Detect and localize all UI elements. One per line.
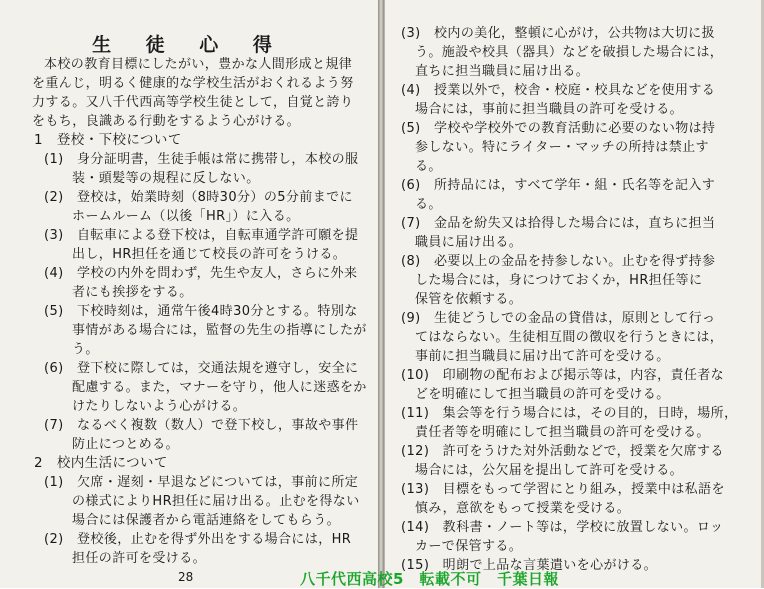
page-title: 生 徒 心 得: [92, 34, 286, 56]
rule-line: 慎み，意欲をもって授業を受ける。: [415, 501, 631, 516]
rule-line: (2) 登校は，始業時刻（8時30分）の5分前までに: [44, 190, 353, 205]
rule-line: 事情がある場合には，監督の先生の指導にしたが: [72, 323, 367, 338]
rule-line: 担任の許可を受ける。: [72, 551, 207, 566]
rule-line: 事前に担当職員に届け出て許可を受ける。: [415, 349, 670, 364]
rule-line: う。: [72, 342, 99, 357]
rule-line: (15) 明朗で上品な言葉遣いを心がける。: [401, 558, 658, 573]
section-heading: 2 校内生活について: [34, 455, 168, 471]
rule-line: (1) 身分証明書，生徒手帳は常に携帯し，本校の服: [44, 152, 359, 167]
rule-line: ホームルーム（以後「HR」）に入る。: [72, 209, 300, 224]
watermark-text: 八千代西高校5 転載不可 千葉日報: [300, 570, 559, 588]
rule-line: 配慮する。また，マナーを守り，他人に迷惑をか: [72, 380, 367, 395]
intro-line: 力する。又八千代西高等学校生徒として，自覚と誇り: [32, 95, 354, 110]
page-number: 28: [178, 570, 194, 584]
rule-line: てはならない。生徒相互間の徴収を行うときには，: [415, 330, 724, 345]
rule-line: (1) 欠席・遅刻・早退などについては，事前に所定: [44, 475, 359, 490]
rule-line: けたりしないよう心がける。: [72, 399, 247, 414]
rule-line: 場合には，事前に担当職員の許可を受ける。: [415, 102, 684, 117]
rule-line: (3) 校内の美化，整頓に心がけ，公共物は大切に扱: [401, 26, 715, 41]
rule-line: 出し，HR担任を通じて校長の許可をうける。: [72, 247, 347, 262]
rule-line: した場合には，身につけておくか，HR担任等に: [415, 273, 703, 288]
left-page: [0, 0, 379, 588]
intro-line: を重んじ，明るく健康的な学校生活がおくれるよう努: [32, 76, 354, 91]
rule-line: (5) 学校や学校外での教育活動に必要のない物は持: [401, 121, 716, 136]
rule-line: 職員に届け出る。: [415, 235, 523, 250]
rule-line: (6) 所持品には，すべて学年・組・氏名等を記入す: [401, 178, 716, 193]
rule-line: る。: [415, 197, 442, 212]
rule-line: (8) 必要以上の金品を持参しない。止むを得ず持参: [401, 254, 716, 269]
right-page: [384, 0, 764, 588]
rule-line: (4) 学校の内外を問わず，先生や友人，さらに外来: [44, 266, 358, 281]
rule-line: (10) 印刷物の配布および掲示等は，内容，責任者な: [401, 368, 725, 383]
rule-line: (4) 授業以外で，校舎・校庭・校具などを使用する: [401, 83, 716, 98]
section-heading: 1 登校・下校について: [34, 132, 182, 148]
rule-line: 場合には保護者から電話連絡をしてもらう。: [72, 513, 341, 528]
rule-line: 直ちに担当職員に届け出る。: [415, 64, 590, 79]
rule-line: (6) 登下校に際しては，交通法規を遵守し，安全に: [44, 361, 359, 376]
rule-line: (7) 金品を紛失又は拾得した場合には，直ちに担当: [401, 216, 716, 231]
rule-line: (2) 登校後，止むを得ず外出をする場合には，HR: [44, 532, 352, 547]
rule-line: (14) 教科書・ノート等は，学校に放置しない。ロッ: [401, 520, 724, 535]
rule-line: 責任者等を明確にして担当職員の許可を受ける。: [415, 425, 710, 440]
rule-line: 場合には，公欠届を提出して許可を受ける。: [415, 463, 684, 478]
rule-line: の様式によりHR担任に届け出る。止むを得ない: [72, 494, 360, 509]
rule-line: 保管を依頼する。: [415, 292, 523, 307]
rule-line: 者にも挨拶をする。: [72, 285, 193, 300]
rule-line: (5) 下校時刻は，通常午後4時30分とする。特別な: [44, 304, 358, 319]
intro-line: 本校の教育目標にしたがい，豊かな人間形成と規律: [44, 57, 353, 72]
rule-line: カーで保管する。: [415, 539, 523, 554]
rule-line: 防止につとめる。: [72, 437, 179, 452]
rule-line: どを明確にして担当職員の許可を受ける。: [415, 387, 670, 402]
rule-line: (13) 目標をもって学習にとり組み，授業中は私語を: [401, 482, 725, 497]
rule-line: (7) なるべく複数（数人）で登下校し，事故や事件: [44, 418, 359, 433]
rule-line: (12) 許可をうけた対外活動などで，授業を欠席する: [401, 444, 724, 459]
rule-line: (3) 自転車による登下校は，自転車通学許可願を提: [44, 228, 359, 243]
rule-line: る。: [415, 159, 442, 174]
rule-line: (11) 集会等を行う場合には，その目的，日時，場所，: [401, 406, 738, 421]
rule-line: (9) 生徒どうしでの金品の貸借は，原則として行っ: [401, 311, 716, 326]
rule-line: う。施設や校具（器具）などを破損した場合には，: [415, 45, 724, 60]
intro-line: をもち，良識ある行動をするよう心がける。: [32, 114, 301, 129]
rule-line: 装・頭髪等の規程に反しない。: [72, 171, 260, 186]
rule-line: 参しない。特にライター・マッチの所持は禁止す: [415, 140, 709, 155]
